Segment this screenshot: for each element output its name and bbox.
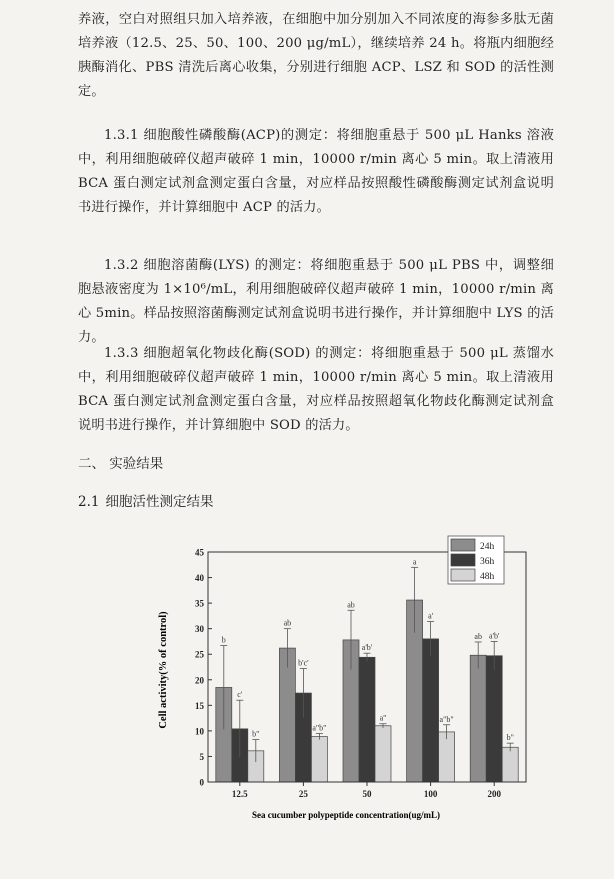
significance-label: a"b": [312, 723, 327, 733]
x-tick-label: 100: [423, 789, 438, 799]
significance-label: a": [379, 713, 387, 723]
significance-label: b: [221, 635, 226, 645]
significance-label: b": [506, 733, 514, 743]
legend-label: 36h: [480, 557, 495, 567]
significance-label: a'b': [488, 631, 500, 641]
subsection-number: 2.1: [78, 494, 100, 510]
section-heading: 二、 实验结果: [78, 456, 164, 472]
bar: [470, 655, 486, 782]
y-tick-label: 20: [195, 675, 204, 686]
significance-label: ab: [283, 618, 292, 628]
x-tick-label: 50: [362, 789, 372, 799]
paragraph-intro: 养液，空白对照组只加入培养液，在细胞中加分别加入不同浓度的海参多肽无菌培养液（12.5、25、50、100、200 μg/mL），继续培养 24 h。将瓶内细胞经胰酶消化、PBS 清洗后离心收集，分别进行细胞 ACP、LSZ 和 SOD 的活性测定。: [78, 12, 554, 99]
significance-label: b": [252, 729, 260, 739]
y-tick-label: 25: [195, 649, 204, 660]
significance-label: b'c': [298, 658, 309, 668]
legend-label: 48h: [480, 572, 495, 582]
y-tick-label: 15: [195, 700, 204, 711]
significance-label: a: [412, 557, 417, 567]
significance-label: a': [428, 611, 434, 621]
bar: [486, 656, 502, 782]
x-tick-label: 12.5: [231, 789, 248, 799]
subsection-heading: [78, 490, 213, 510]
legend-swatch: [451, 554, 475, 566]
y-tick-label: 30: [195, 624, 204, 635]
y-tick-label: 5: [199, 751, 204, 762]
x-tick-label: 200: [487, 789, 501, 799]
significance-label: c': [237, 690, 243, 700]
cell-activity-chart: [150, 530, 530, 825]
significance-label: ab: [474, 631, 482, 641]
legend-label: 24h: [480, 542, 495, 552]
bar: [502, 747, 518, 782]
y-axis-label: Cell activity(% of control): [158, 611, 169, 729]
legend-swatch: [451, 569, 475, 581]
x-tick-label: 25: [298, 789, 308, 799]
paragraph-lys: 1.3.2 细胞溶菌酶(LYS) 的测定：将细胞重悬于 500 μL PBS 中，调整细胞悬液密度为 1×10⁶/mL，利用细胞破碎仪超声破碎 1 min，10000 r/min 离心 5min。样品按照溶菌酶测定试剂盒说明书进行操作，并计算细胞中 LYS 的活力。: [78, 258, 554, 345]
bar: [423, 639, 439, 782]
bar: [279, 648, 295, 782]
y-tick-label: 0: [199, 777, 204, 788]
x-axis-label: Sea cucumber polypeptide concentration(ug/mL): [251, 810, 441, 820]
legend-swatch: [451, 539, 475, 551]
bar: [439, 732, 455, 782]
y-tick-label: 35: [195, 598, 204, 609]
paragraph-acp: 1.3.1 细胞酸性磷酸酶(ACP)的测定：将细胞重悬于 500 μL Hanks 溶液中，利用细胞破碎仪超声破碎 1 min，10000 r/min 离心 5 min。取上清液用 BCA 蛋白测定试剂盒测定蛋白含量，对应样品按照酸性磷酸酶测定试剂盒说明书进行操作，并计算细胞中 ACP 的活力。: [78, 128, 554, 215]
subsection-title: 细胞活性测定结果: [105, 494, 214, 510]
bar: [375, 726, 391, 782]
paragraph-sod: 1.3.3 细胞超氧化物歧化酶(SOD) 的测定：将细胞重悬于 500 μL 蒸馏水中，利用细胞破碎仪超声破碎 1 min，10000 r/min 离心 5 min。取上清液用 BCA 蛋白测定试剂盒测定蛋白含量，对应样品按照超氧化物歧化酶测定试剂盒说明书进行操作，并计算细胞中 SOD 的活力。: [78, 346, 554, 433]
significance-label: a"b": [439, 714, 454, 724]
y-tick-label: 45: [195, 547, 204, 558]
significance-label: a'b': [361, 643, 373, 653]
bar: [311, 737, 327, 782]
y-tick-label: 10: [195, 726, 204, 737]
significance-label: ab: [347, 600, 355, 610]
y-tick-label: 40: [195, 573, 204, 584]
bar: [359, 657, 375, 782]
